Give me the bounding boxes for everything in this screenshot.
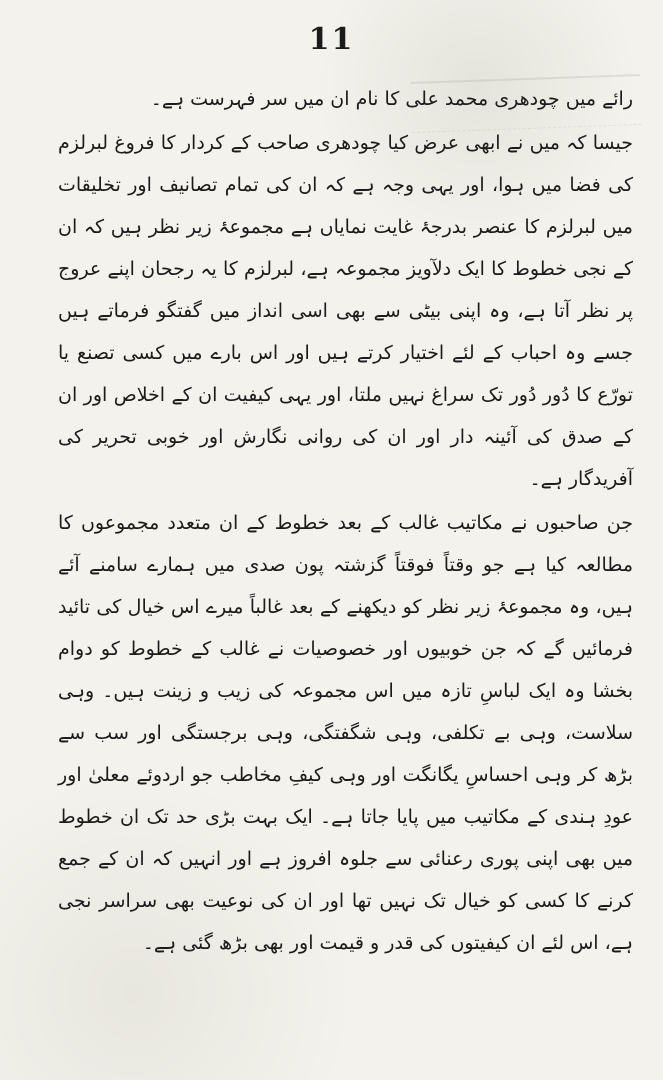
paragraph-3: جن صاحبوں نے مکاتیب غالب کے بعد خطوط کے ان متعدد مجموعوں کا مطالعہ کیا ہے جو وقتاً فوقتاً گزشتہ پون صدی میں ہمارے سامنے آئے ہیں، وہ مجموعۂ زیر نظر کو دیکھنے کے بعد غالباً میرے اس خیال کی تائید فرمائیں گے کہ جن خوبیوں اور خصوصیات نے غالب کے خطوط کو دوام بخشا وہ ایک لباسِ تازہ میں اس مجموعہ کی زیب و زینت ہیں۔ وہی سلاست، وہی بے تکلفی، وہی شگفتگی، وہی برجستگی اور سب سے بڑھ کر وہی احساسِ یگانگت اور وہی کیفِ مخاطب جو اردوئے معلیٰ اور عودِ ہندی کے مکاتیب میں پایا جاتا ہے۔ ایک بہت بڑی حد تک ان خطوط میں بھی اپنی پوری رعنائی سے جلوہ افروز ہے اور انہیں کہ ان کے جمع کرنے کا کسی کو خیال تک نہیں تھا اور ان کی نوعیت بھی سراسر نجی ہے، اس لئے ان کیفیتوں کی قدر و قیمت اور بھی بڑھ گئی ہے۔: [58, 512, 633, 954]
page-number: 11: [308, 22, 355, 57]
body-text: [58, 78, 633, 964]
paragraph-1: رائے میں چودھری محمد علی کا نام ان میں سر فہرست ہے۔: [150, 88, 633, 110]
paragraph-2: جیسا کہ میں نے ابھی عرض کیا چودھری صاحب کے کردار کا فروغ لبرلزم کی فضا میں ہوا، اور یہی وجہ ہے کہ ان کی تمام تصانیف اور تخلیقات میں لبرلزم کا عنصر بدرجۂ غایت نمایاں ہے مجموعۂ زیر نظر ہیں کہ ان کے نجی خطوط کا ایک دلآویز مجموعہ ہے، لبرلزم کا یہ رجحان اپنے عروج پر نظر آتا ہے، وہ اپنی بیٹی سے بھی اسی انداز میں گفتگو فرماتے ہیں جسے وہ احباب کے لئے اختیار کرتے ہیں اور اس بارے میں کسی تصنع یا تورّع کا دُور دُور تک سراغ نہیں ملتا، اور یہی کیفیت ان کے اخلاص اور ان کے صدق کی آئینہ دار اور ان کی روانی نگارش اور خوبی تحریر کی آفریدگار ہے۔: [58, 132, 633, 490]
